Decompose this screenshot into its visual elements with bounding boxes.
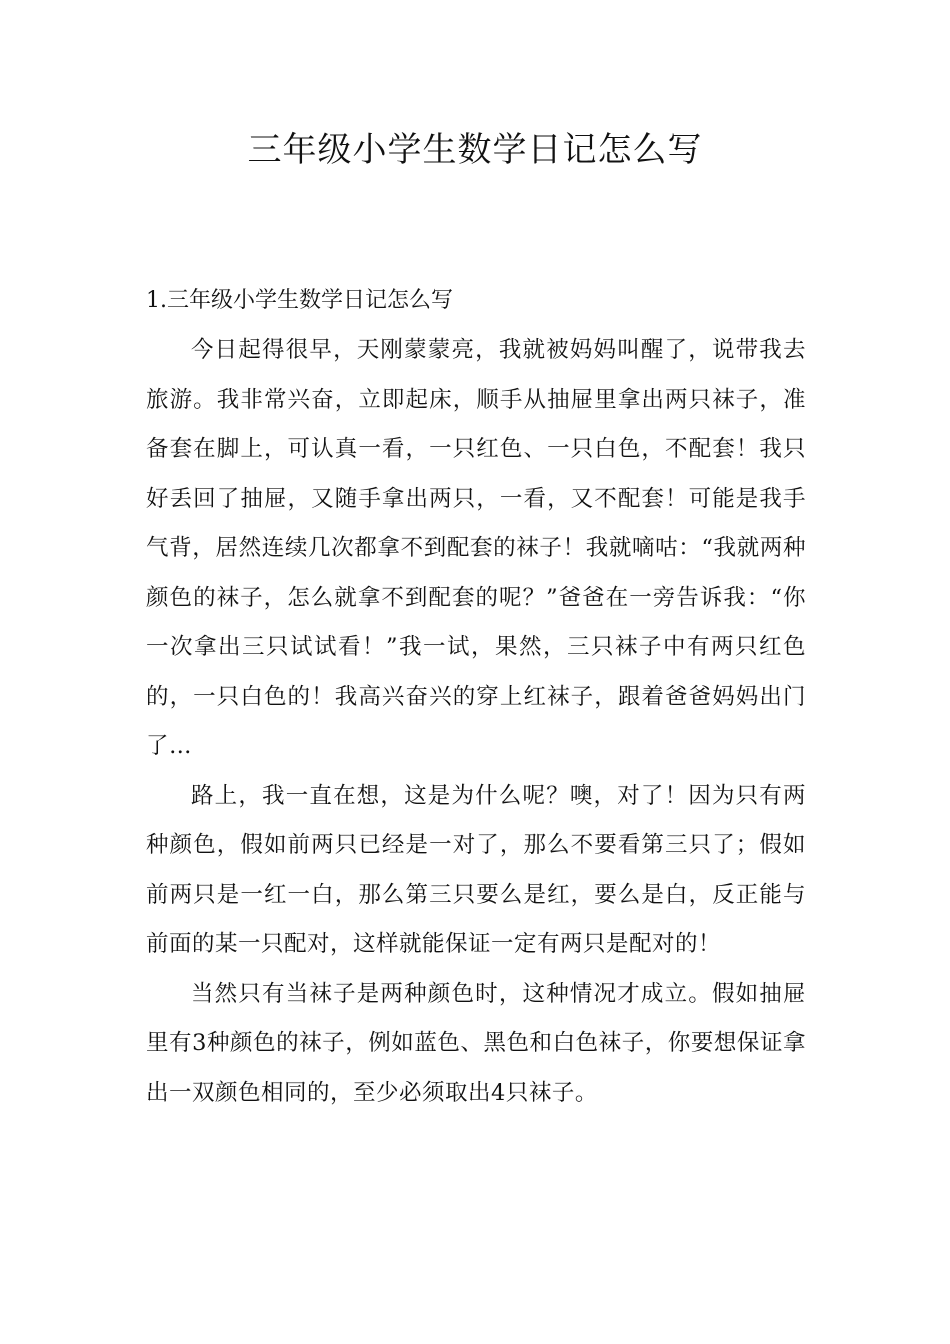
document-title: 三年级小学生数学日记怎么写 [247,130,703,170]
document-body [146,276,806,1118]
section-heading: 1.三年级小学生数学日记怎么写 [146,288,453,313]
paragraph-3: 当然只有当袜子是两种颜色时，这种情况才成立。假如抽屉里有3种颜色的袜子，例如蓝色、黑色和白色袜子，你要想保证拿出一双颜色相同的，至少必须取出4只袜子。 [146,980,806,1106]
paragraph-1: 今日起得很早，天刚蒙蒙亮，我就被妈妈叫醒了，说带我去旅游。我非常兴奋，立即起床，顺手从抽屉里拿出两只袜子，准备套在脚上，可认真一看，一只红色、一只白色，不配套！我只好丢回了抽屉，又随手拿出两只，一看，又不配套！可能是我手气背，居然连续几次都拿不到配套的袜子！我就嘀咕：“我就两种颜色的袜子，怎么就拿不到配套的呢？”爸爸在一旁告诉我：“你一次拿出三只试试看！”我一试，果然，三只袜子中有两只红色的，一只白色的！我高兴奋兴的穿上红袜子，跟着爸爸妈妈出门了… [146,337,806,759]
paragraph-2: 路上，我一直在想，这是为什么呢？噢，对了！因为只有两种颜色，假如前两只已经是一对了，那么不要看第三只了；假如前两只是一红一白，那么第三只要么是红，要么是白，反正能与前面的某一只配对，这样就能保证一定有两只是配对的！ [146,782,806,957]
